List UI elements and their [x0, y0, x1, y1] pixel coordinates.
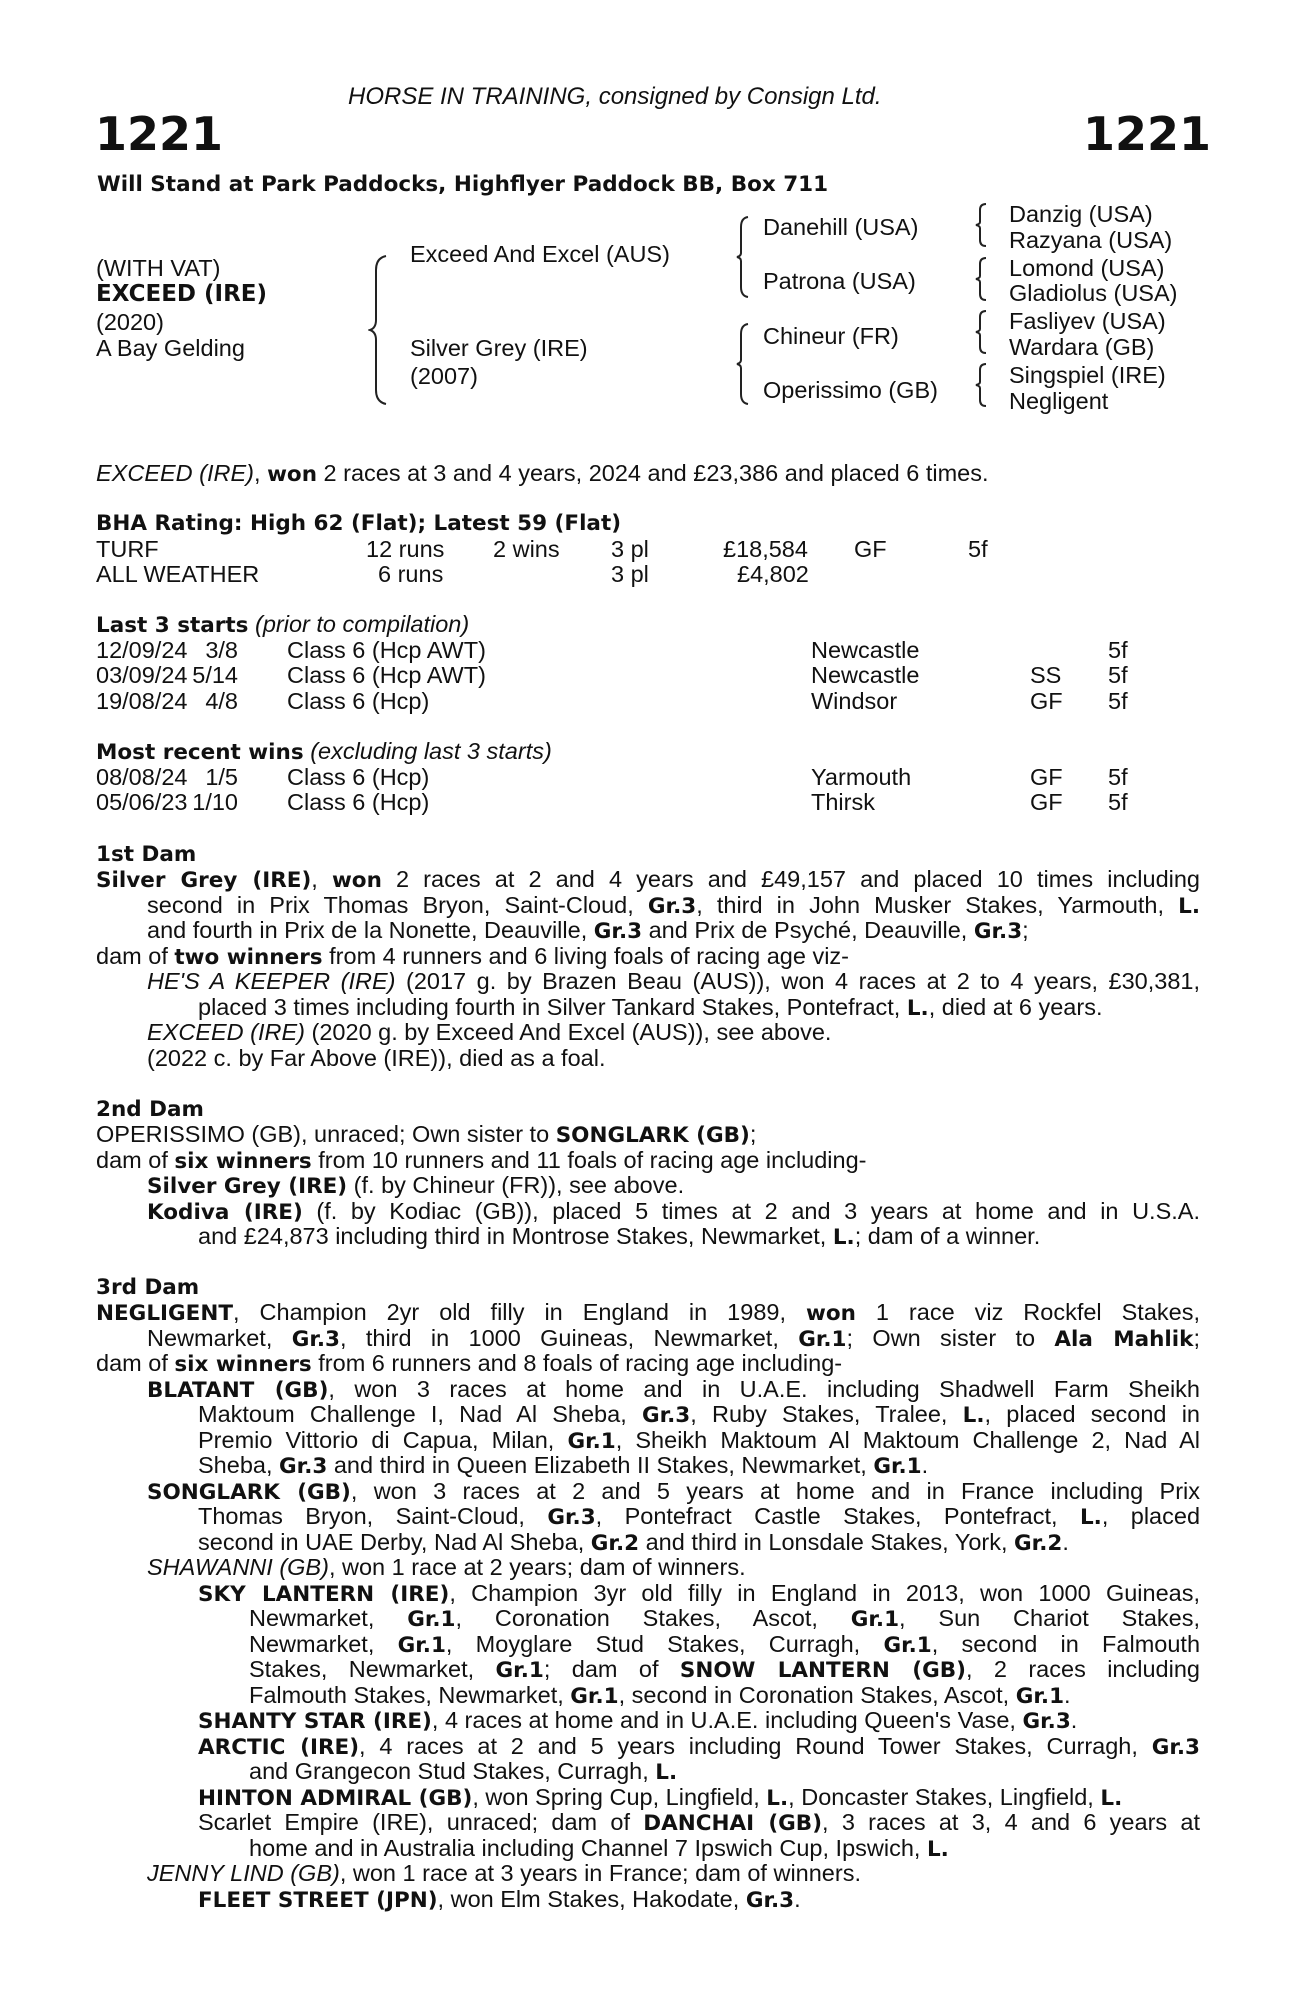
recent-win-date: 05/06/23 [96, 789, 188, 816]
dam2-line: OPERISSIMO (GB), unraced; Own sister to SONGLARK (GB); [96, 1121, 757, 1148]
pedigree-brace-g4 [974, 362, 988, 408]
last3-course: Newcastle [811, 637, 920, 663]
last3-going: GF [1030, 687, 1063, 714]
pedigree-brace-g2 [974, 256, 988, 302]
dam3-line: JENNY LIND (GB), won 1 race at 3 years in France; dam of winners. [147, 1860, 861, 1886]
dam3-line: SHANTY STAR (IRE), 4 races at home and in U.A.E. including Queen's Vase, Gr.3. [198, 1707, 1078, 1734]
rating-money: £4,802 [737, 561, 809, 587]
pedigree-sire-dam: Patrona (USA) [763, 268, 916, 294]
last3-course: Newcastle [811, 662, 920, 689]
rating-distance: 5f [968, 536, 988, 562]
dam2-line: and £24,873 including third in Montrose Stakes, Newmarket, L.; dam of a winner. [198, 1223, 1041, 1250]
dam3-line: Thomas Bryon, Saint-Cloud, Gr.3, Pontefract Castle Stakes, Pontefract, L., placed [198, 1503, 1201, 1530]
dam2-line: dam of six winners from 10 runners and 11 foals of racing age including- [96, 1146, 867, 1174]
last3-race: Class 6 (Hcp) [287, 687, 430, 714]
dam3-paragraph [96, 1300, 1200, 1912]
dam2-paragraph [96, 1122, 1200, 1250]
pedigree-brace-sire [735, 215, 751, 299]
rating-surface: TURF [96, 536, 159, 562]
last3-race: Class 6 (Hcp AWT) [287, 662, 486, 689]
last3-dist: 5f [1108, 662, 1128, 689]
last3-pos: 4/8 [205, 687, 238, 714]
recent-win-date: 08/08/24 [96, 764, 188, 790]
dam3-line: BLATANT (GB), won 3 races at home and in U.A.E. including Shadwell Farm Sheikh [147, 1375, 1200, 1403]
dam3-line: second in UAE Derby, Nad Al Sheba, Gr.2 and third in Lonsdale Stakes, York, Gr.2. [198, 1528, 1069, 1556]
recent-wins-heading [96, 739, 552, 766]
dam3-line: and Grangecon Stud Stakes, Curragh, L. [249, 1758, 678, 1785]
dam1-line: and fourth in Prix de la Nonette, Deauville, Gr.3 and Prix de Psyché, Deauville, Gr.3; [147, 917, 1029, 944]
summary-text: 2 races at 3 and 4 years, 2024 and £23,386 and placed 6 times. [317, 460, 989, 486]
rating-going: GF [854, 536, 887, 562]
last3-race: Class 6 (Hcp AWT) [287, 637, 486, 663]
rating-money: £18,584 [723, 536, 808, 562]
dam3-line: SHAWANNI (GB), won 1 race at 2 years; dam of winners. [147, 1554, 746, 1580]
recent-win-race: Class 6 (Hcp) [287, 789, 430, 816]
horse-description: A Bay Gelding [96, 335, 245, 361]
pedigree-g5: Fasliyev (USA) [1009, 308, 1166, 334]
recent-win-course: Yarmouth [811, 764, 912, 790]
dam3-line: HINTON ADMIRAL (GB), won Spring Cup, Lingfield, L., Doncaster Stakes, Lingfield, L. [198, 1783, 1123, 1811]
dam3-line: Premio Vittorio di Capua, Milan, Gr.1, Sheikh Maktoum Al Maktoum Challenge 2, Nad Al [198, 1426, 1200, 1454]
pedigree-g3: Lomond (USA) [1009, 255, 1165, 281]
last3-date: 03/09/24 [96, 662, 188, 689]
last3-going: SS [1030, 662, 1062, 689]
bha-rating-title: BHA Rating: High 62 (Flat); Latest 59 (Flat) [96, 511, 622, 536]
pedigree-sire: Exceed And Excel (AUS) [410, 241, 670, 267]
recent-win-going: GF [1030, 789, 1063, 816]
rating-surface: ALL WEATHER [96, 561, 260, 587]
lot-number-left: 1221 [95, 107, 224, 161]
last3-note: (prior to compilation) [255, 611, 470, 637]
last3-dist: 5f [1108, 687, 1128, 714]
dam1-line: Silver Grey (IRE), won 2 races at 2 and 4 years and £49,157 and placed 10 times including [96, 866, 1200, 893]
pedigree-g2: Razyana (USA) [1009, 227, 1173, 253]
dam3-line: Stakes, Newmarket, Gr.1; dam of SNOW LANTERN (GB), 2 races including [249, 1656, 1200, 1683]
dam3-line: Newmarket, Gr.1, Moyglare Stud Stakes, Curragh, Gr.1, second in Falmouth [249, 1630, 1201, 1658]
dam3-line: Newmarket, Gr.1, Coronation Stakes, Ascot, Gr.1, Sun Chariot Stakes, [249, 1605, 1200, 1632]
pedigree-brace-g1 [974, 202, 988, 248]
dam2-line: Silver Grey (IRE) (f. by Chineur (FR)), see above. [147, 1172, 685, 1199]
last3-course: Windsor [811, 687, 898, 714]
dam3-line: dam of six winners from 6 runners and 8 foals of racing age including- [96, 1350, 843, 1377]
dam3-line: Sheba, Gr.3 and third in Queen Elizabeth II Stakes, Newmarket, Gr.1. [198, 1452, 929, 1479]
recent-win-pos: 1/5 [205, 764, 238, 790]
summary-won: won [267, 462, 318, 487]
dam1-line: HE'S A KEEPER (IRE) (2017 g. by Brazen Beau (AUS)), won 4 races at 2 to 4 years, £30,381, [147, 968, 1200, 994]
last3-title: Last 3 starts [96, 613, 249, 638]
pedigree-g8: Negligent [1009, 388, 1109, 414]
pedigree-dam: Silver Grey (IRE) [410, 335, 588, 361]
pedigree-g4: Gladiolus (USA) [1009, 280, 1178, 306]
dam3-line: Falmouth Stakes, Newmarket, Gr.1, second in Coronation Stakes, Ascot, Gr.1. [249, 1681, 1071, 1709]
race-summary: EXCEED (IRE), won 2 races at 3 and 4 years, 2024 and £23,386 and placed 6 times. [96, 460, 989, 487]
dam1-paragraph [96, 867, 1200, 1071]
last3-dist: 5f [1108, 637, 1128, 663]
rating-runs: 6 runs [378, 561, 444, 587]
last3-pos: 3/8 [205, 637, 238, 663]
stand-location: Will Stand at Park Paddocks, Highflyer Paddock BB, Box 711 [97, 172, 829, 197]
recent-win-dist: 5f [1108, 764, 1128, 790]
lot-number-right: 1221 [1083, 107, 1212, 161]
rating-placed: 3 pl [611, 536, 649, 562]
dam1-line: placed 3 times including fourth in Silver Tankard Stakes, Pontefract, L., died at 6 years. [198, 993, 1103, 1021]
pedigree-dam-sire: Chineur (FR) [763, 323, 899, 349]
last3-date: 19/08/24 [96, 687, 188, 714]
recent-win-race: Class 6 (Hcp) [287, 764, 430, 790]
pedigree-sire-sire: Danehill (USA) [763, 214, 919, 240]
dam2-heading: 2nd Dam [96, 1097, 204, 1122]
last3-pos: 5/14 [192, 662, 238, 689]
horse-year: (2020) [96, 309, 164, 335]
dam3-line: FLEET STREET (JPN), won Elm Stakes, Hakodate, Gr.3. [198, 1885, 801, 1913]
dam1-line: second in Prix Thomas Bryon, Saint-Cloud, Gr.3, third in John Musker Stakes, Yarmouth, L. [147, 891, 1201, 919]
pedigree-dam-year: (2007) [410, 363, 478, 389]
dam3-line: SONGLARK (GB), won 3 races at 2 and 5 years at home and in France including Prix [147, 1477, 1200, 1505]
dam1-line: (2022 c. by Far Above (IRE)), died as a foal. [147, 1044, 606, 1071]
dam1-heading: 1st Dam [96, 842, 197, 867]
recent-win-pos: 1/10 [192, 789, 238, 816]
dam1-line: EXCEED (IRE) (2020 g. by Exceed And Excel (AUS)), see above. [147, 1019, 832, 1045]
pedigree-g7: Singspiel (IRE) [1009, 362, 1166, 388]
pedigree-g6: Wardara (GB) [1009, 334, 1155, 360]
dam3-line: Newmarket, Gr.3, third in 1000 Guineas, Newmarket, Gr.1; Own sister to Ala Mahlik; [147, 1324, 1201, 1352]
dam2-line: Kodiva (IRE) (f. by Kodiac (GB)), placed 5 times at 2 and 3 years at home and in U.S.A. [147, 1197, 1200, 1225]
last3-heading [96, 612, 469, 639]
consignment-line: HORSE IN TRAINING, consigned by Consign Ltd. [348, 83, 882, 110]
dam3-line: ARCTIC (IRE), 4 races at 2 and 5 years including Round Tower Stakes, Curragh, Gr.3 [198, 1732, 1200, 1760]
dam1-line: dam of two winners from 4 runners and 6 living foals of racing age viz- [96, 942, 850, 970]
dam3-line: SKY LANTERN (IRE), Champion 3yr old filly in England in 2013, won 1000 Guineas, [198, 1579, 1200, 1607]
pedigree-g1: Danzig (USA) [1009, 201, 1153, 227]
rating-placed: 3 pl [611, 561, 649, 587]
rating-runs: 12 runs [366, 536, 445, 562]
horse-name: EXCEED (IRE) [96, 281, 268, 307]
dam3-heading: 3rd Dam [96, 1275, 200, 1300]
dam3-line: NEGLIGENT, Champion 2yr old filly in England in 1989, won 1 race viz Rockfel Stakes, [96, 1299, 1200, 1326]
pedigree-brace-dam [735, 322, 751, 406]
vat-note: (WITH VAT) [96, 255, 221, 281]
rating-wins: 2 wins [493, 536, 560, 562]
pedigree-brace-main [368, 254, 390, 406]
recent-wins-title: Most recent wins [96, 740, 304, 765]
recent-win-dist: 5f [1108, 789, 1128, 816]
pedigree-brace-g3 [974, 309, 988, 355]
pedigree-dam-dam: Operissimo (GB) [763, 377, 938, 403]
summary-horse-name: EXCEED (IRE) [96, 460, 254, 486]
recent-wins-note: (excluding last 3 starts) [310, 738, 552, 764]
dam3-line: Scarlet Empire (IRE), unraced; dam of DANCHAI (GB), 3 races at 3, 4 and 6 years at [198, 1809, 1200, 1836]
recent-win-going: GF [1030, 764, 1063, 790]
last3-date: 12/09/24 [96, 637, 188, 663]
dam3-line: home and in Australia including Channel 7 Ipswich Cup, Ipswich, L. [249, 1834, 949, 1862]
recent-win-course: Thirsk [811, 789, 875, 816]
dam3-line: Maktoum Challenge I, Nad Al Sheba, Gr.3, Ruby Stakes, Tralee, L., placed second in [198, 1401, 1200, 1428]
